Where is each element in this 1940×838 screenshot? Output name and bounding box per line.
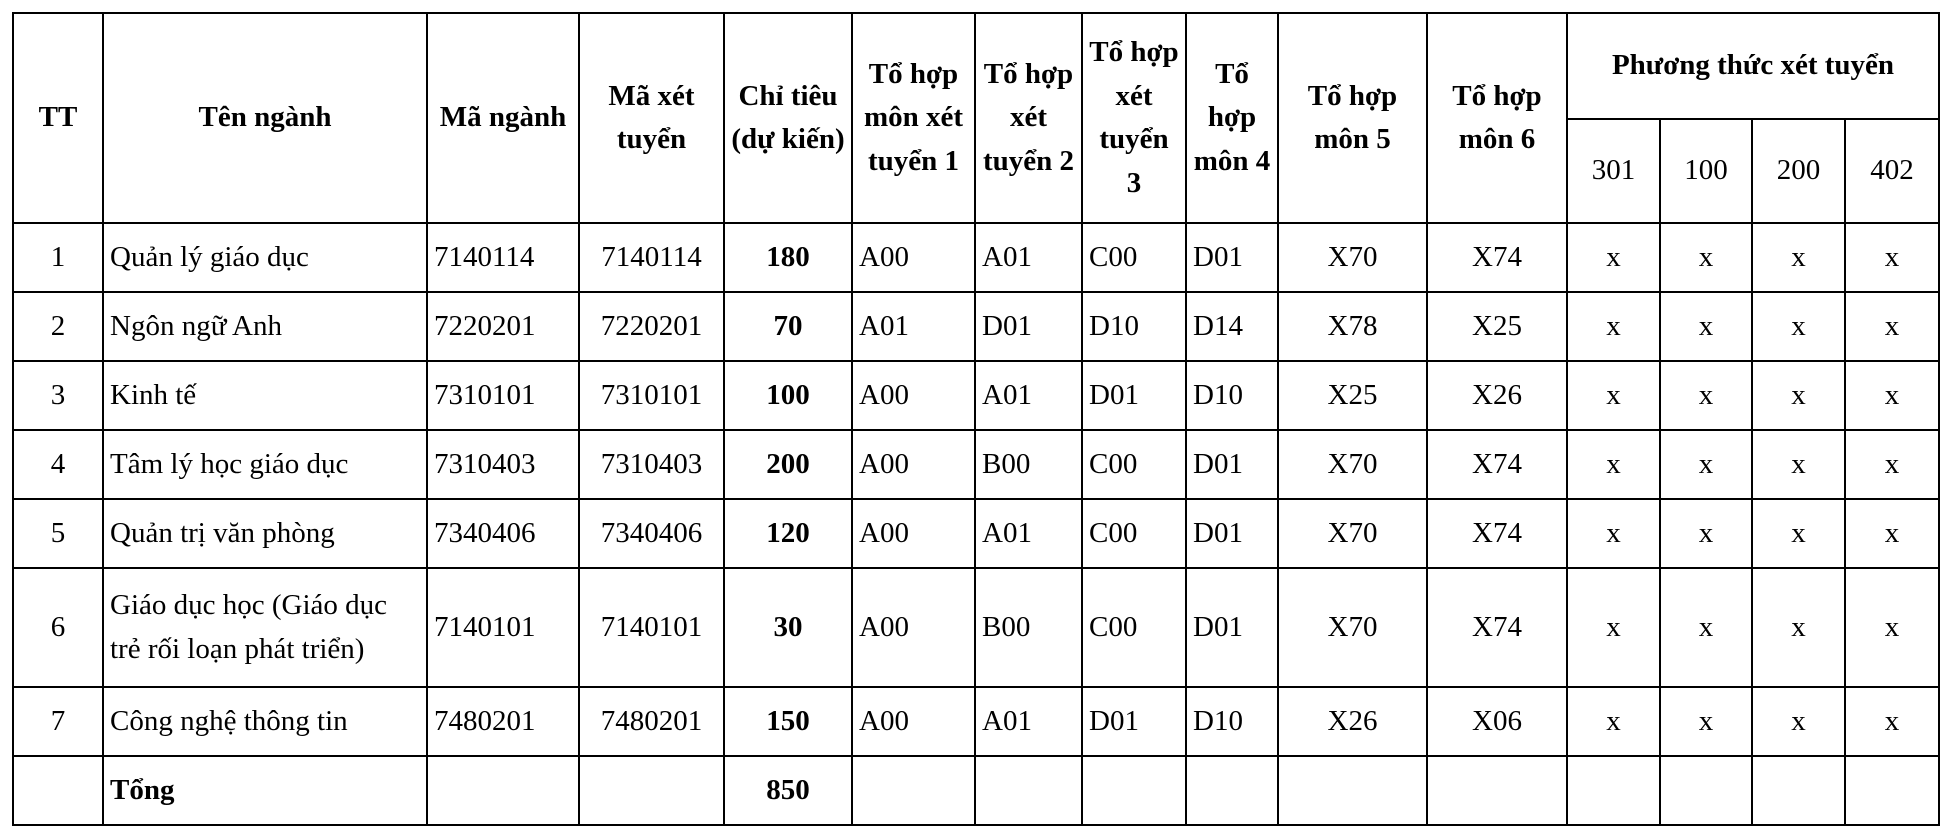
cell-ma-xt: 7480201 [579, 687, 724, 756]
cell-method-200: x [1752, 223, 1845, 292]
cell-th4: D01 [1186, 499, 1278, 568]
cell-ma-xt: 7310101 [579, 361, 724, 430]
cell-th6: X74 [1427, 223, 1567, 292]
method-200: 200 [1752, 119, 1845, 223]
header-to-hop-4: Tổ hợp môn 4 [1186, 13, 1278, 223]
cell-th1: A00 [852, 687, 975, 756]
header-to-hop-6: Tổ hợp môn 6 [1427, 13, 1567, 223]
cell-tt: 1 [13, 223, 103, 292]
cell-method-402: x [1845, 223, 1939, 292]
cell-th1: A01 [852, 292, 975, 361]
cell-method-100: x [1660, 499, 1752, 568]
header-chi-tieu: Chỉ tiêu (dự kiến) [724, 13, 852, 223]
cell-ma-nganh: 7310101 [427, 361, 579, 430]
table-row [13, 499, 1939, 568]
cell-method-301: x [1567, 499, 1660, 568]
cell-ma-nganh: 7220201 [427, 292, 579, 361]
table-row [13, 687, 1939, 756]
method-100: 100 [1660, 119, 1752, 223]
cell-name: Giáo dục học (Giáo dục trẻ rối loạn phát triển) [103, 568, 427, 687]
cell-th4: D10 [1186, 687, 1278, 756]
cell-th4: D01 [1186, 430, 1278, 499]
cell-empty [1567, 756, 1660, 825]
cell-method-301: x [1567, 292, 1660, 361]
cell-name: Ngôn ngữ Anh [103, 292, 427, 361]
cell-th4: D01 [1186, 223, 1278, 292]
cell-method-100: x [1660, 223, 1752, 292]
cell-method-301: x [1567, 223, 1660, 292]
header-to-hop-3: Tổ hợp xét tuyển 3 [1082, 13, 1186, 223]
cell-method-402: x [1845, 687, 1939, 756]
cell-th4: D10 [1186, 361, 1278, 430]
header-ma-nganh: Mã ngành [427, 13, 579, 223]
cell-th4: D01 [1186, 568, 1278, 687]
cell-ma-nganh: 7310403 [427, 430, 579, 499]
cell-ma-nganh: 7480201 [427, 687, 579, 756]
cell-th2: D01 [975, 292, 1082, 361]
cell-th1: A00 [852, 568, 975, 687]
header-to-hop-1: Tổ hợp môn xét tuyển 1 [852, 13, 975, 223]
cell-th3: C00 [1082, 499, 1186, 568]
cell-empty [1427, 756, 1567, 825]
header-to-hop-2: Tổ hợp xét tuyển 2 [975, 13, 1082, 223]
cell-empty [975, 756, 1082, 825]
cell-th5: X70 [1278, 430, 1427, 499]
cell-name: Tâm lý học giáo dục [103, 430, 427, 499]
cell-method-100: x [1660, 292, 1752, 361]
cell-tt: 4 [13, 430, 103, 499]
cell-method-200: x [1752, 499, 1845, 568]
cell-th6: X25 [1427, 292, 1567, 361]
cell-chi-tieu: 30 [724, 568, 852, 687]
cell-th1: A00 [852, 223, 975, 292]
cell-chi-tieu: 70 [724, 292, 852, 361]
cell-empty [1752, 756, 1845, 825]
cell-empty [852, 756, 975, 825]
cell-method-402: x [1845, 361, 1939, 430]
cell-tt: 2 [13, 292, 103, 361]
cell-th2: B00 [975, 568, 1082, 687]
method-301: 301 [1567, 119, 1660, 223]
method-402: 402 [1845, 119, 1939, 223]
cell-chi-tieu: 100 [724, 361, 852, 430]
cell-name: Quản trị văn phòng [103, 499, 427, 568]
cell-method-301: x [1567, 430, 1660, 499]
cell-empty [1660, 756, 1752, 825]
total-value: 850 [724, 756, 852, 825]
cell-ma-nganh: 7140101 [427, 568, 579, 687]
cell-chi-tieu: 120 [724, 499, 852, 568]
cell-th5: X70 [1278, 499, 1427, 568]
table-row [13, 361, 1939, 430]
cell-th6: X06 [1427, 687, 1567, 756]
cell-th4: D14 [1186, 292, 1278, 361]
cell-ma-xt: 7220201 [579, 292, 724, 361]
cell-tt: 6 [13, 568, 103, 687]
cell-name: Quản lý giáo dục [103, 223, 427, 292]
cell-name: Kinh tế [103, 361, 427, 430]
cell-method-402: x [1845, 292, 1939, 361]
cell-ma-xt: 7310403 [579, 430, 724, 499]
cell-chi-tieu: 150 [724, 687, 852, 756]
table-row [13, 223, 1939, 292]
cell-method-200: x [1752, 292, 1845, 361]
cell-th5: X70 [1278, 223, 1427, 292]
cell-method-200: x [1752, 361, 1845, 430]
cell-th5: X78 [1278, 292, 1427, 361]
cell-method-100: x [1660, 568, 1752, 687]
header-tt: TT [13, 13, 103, 223]
cell-ma-xt: 7140101 [579, 568, 724, 687]
cell-ma-nganh: 7340406 [427, 499, 579, 568]
total-label: Tổng [103, 756, 427, 825]
cell-th3: D01 [1082, 687, 1186, 756]
cell-empty [427, 756, 579, 825]
cell-th6: X74 [1427, 430, 1567, 499]
cell-empty [13, 756, 103, 825]
cell-th2: A01 [975, 223, 1082, 292]
cell-tt: 7 [13, 687, 103, 756]
cell-empty [1278, 756, 1427, 825]
cell-method-200: x [1752, 568, 1845, 687]
cell-th6: X26 [1427, 361, 1567, 430]
cell-th1: A00 [852, 499, 975, 568]
cell-th3: C00 [1082, 568, 1186, 687]
cell-th6: X74 [1427, 568, 1567, 687]
cell-ma-xt: 7140114 [579, 223, 724, 292]
cell-th5: X70 [1278, 568, 1427, 687]
cell-method-402: x [1845, 430, 1939, 499]
cell-name: Công nghệ thông tin [103, 687, 427, 756]
cell-th3: C00 [1082, 430, 1186, 499]
table-row [13, 292, 1939, 361]
cell-ma-nganh: 7140114 [427, 223, 579, 292]
table-row [13, 568, 1939, 687]
cell-method-301: x [1567, 687, 1660, 756]
header-ten-nganh: Tên ngành [103, 13, 427, 223]
cell-tt: 3 [13, 361, 103, 430]
cell-empty [579, 756, 724, 825]
header-to-hop-5: Tổ hợp môn 5 [1278, 13, 1427, 223]
cell-empty [1845, 756, 1939, 825]
cell-method-100: x [1660, 430, 1752, 499]
header-row [13, 13, 1939, 119]
cell-th2: A01 [975, 687, 1082, 756]
cell-th3: D10 [1082, 292, 1186, 361]
cell-th2: A01 [975, 361, 1082, 430]
cell-method-402: x [1845, 568, 1939, 687]
admissions-table [12, 12, 1940, 826]
cell-th1: A00 [852, 430, 975, 499]
cell-method-100: x [1660, 687, 1752, 756]
cell-method-402: x [1845, 499, 1939, 568]
cell-method-301: x [1567, 361, 1660, 430]
total-row [13, 756, 1939, 825]
table-row [13, 430, 1939, 499]
cell-method-100: x [1660, 361, 1752, 430]
cell-chi-tieu: 180 [724, 223, 852, 292]
cell-method-301: x [1567, 568, 1660, 687]
cell-method-200: x [1752, 687, 1845, 756]
cell-th2: B00 [975, 430, 1082, 499]
cell-empty [1082, 756, 1186, 825]
cell-th5: X25 [1278, 361, 1427, 430]
cell-chi-tieu: 200 [724, 430, 852, 499]
cell-tt: 5 [13, 499, 103, 568]
cell-ma-xt: 7340406 [579, 499, 724, 568]
cell-method-200: x [1752, 430, 1845, 499]
header-phuong-thuc: Phương thức xét tuyển [1567, 13, 1939, 119]
cell-th3: D01 [1082, 361, 1186, 430]
cell-th1: A00 [852, 361, 975, 430]
cell-empty [1186, 756, 1278, 825]
cell-th3: C00 [1082, 223, 1186, 292]
cell-th6: X74 [1427, 499, 1567, 568]
cell-th2: A01 [975, 499, 1082, 568]
header-ma-xet-tuyen: Mã xét tuyển [579, 13, 724, 223]
cell-th5: X26 [1278, 687, 1427, 756]
